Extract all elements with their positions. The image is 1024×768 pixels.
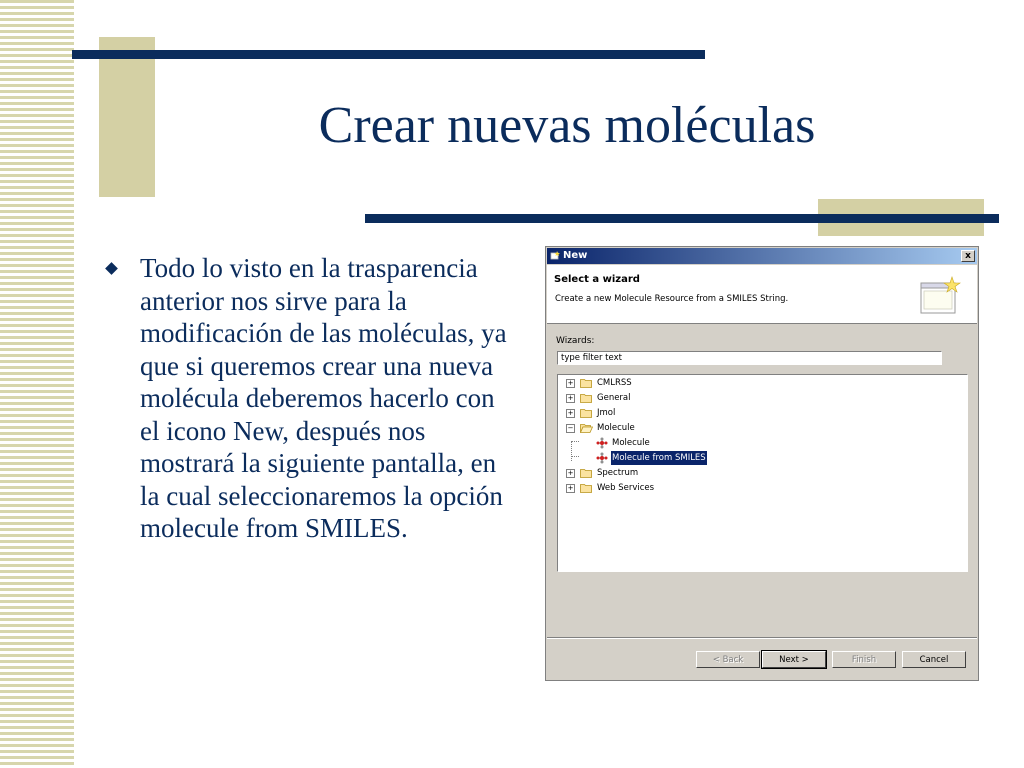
filter-input[interactable] [557, 351, 942, 365]
header-title: Select a wizard [554, 274, 640, 285]
tree-label: CMLRSS [597, 378, 632, 388]
collapse-icon[interactable]: − [567, 424, 574, 432]
folder-icon [580, 393, 593, 403]
folder-icon [580, 408, 593, 418]
tree-connector [571, 441, 572, 461]
folder-icon [580, 468, 593, 478]
wizard-tree [557, 374, 968, 572]
folder-icon [580, 378, 593, 388]
tree-label: General [597, 393, 631, 403]
diamond-bullet-icon [105, 262, 118, 275]
expand-icon[interactable]: + [567, 394, 574, 402]
wizard-banner-icon [919, 275, 961, 317]
tree-label: Web Services [597, 483, 655, 493]
back-button[interactable]: < Back [696, 651, 760, 668]
expand-icon[interactable]: + [567, 409, 574, 417]
bullet-list [104, 252, 514, 545]
title-top-rule [72, 50, 705, 59]
next-button[interactable]: Next > [762, 651, 826, 668]
new-wizard-icon [550, 251, 560, 260]
tree-label: Jmol [597, 408, 616, 418]
expand-icon[interactable]: + [567, 484, 574, 492]
tree-connector [571, 441, 579, 442]
new-wizard-dialog [545, 246, 979, 681]
slide-title: Crear nuevas moléculas [318, 97, 816, 154]
bullet-text: Todo lo visto en la trasparencia anterior nos sirve para la modificación de las moléculas, ya que si queremos crear una nueva molécula deberemos hacerlo con el icono New, después nos mostrará la siguiente pantalla, en la cual seleccionaremos la opción molecule from SMILES. [140, 253, 507, 543]
folder-icon [580, 483, 593, 493]
finish-button[interactable]: Finish [832, 651, 896, 668]
wizard-header [547, 265, 977, 324]
expand-icon[interactable]: + [567, 379, 574, 387]
left-striped-border [0, 0, 74, 768]
tree-label-selected: Molecule from SMILES [612, 453, 706, 463]
close-button[interactable]: x [961, 250, 975, 262]
tree-label: Molecule [597, 423, 635, 433]
dialog-title: New [563, 250, 588, 261]
cancel-button[interactable]: Cancel [902, 651, 966, 668]
expand-icon[interactable]: + [567, 469, 574, 477]
dialog-titlebar[interactable] [547, 248, 977, 264]
wizards-label: Wizards: [556, 336, 595, 346]
tree-label: Spectrum [597, 468, 639, 478]
tree-label: Molecule [612, 438, 650, 448]
button-bar-separator [547, 637, 977, 639]
molecule-icon [596, 452, 608, 464]
open-folder-icon [580, 423, 593, 433]
decorative-tan-block [99, 37, 155, 197]
molecule-icon [596, 437, 608, 449]
title-bottom-rule [365, 214, 999, 223]
header-description: Create a new Molecule Resource from a SMILES String. [555, 294, 789, 304]
tree-connector [571, 456, 579, 457]
